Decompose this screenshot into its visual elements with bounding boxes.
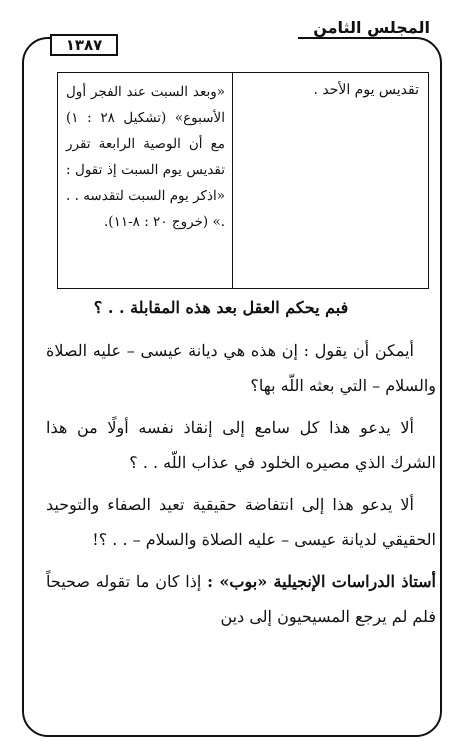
paragraph: ألا يدعو هذا إلى انتفاضة حقيقية تعيد الصفاء والتوحيد الحقيقي لديانة عيسى – عليه الصلاة والسلام – . . ؟! (46, 495, 436, 549)
table-cell-sabbath: «وبعد السبت عند الفجر أول الأسبوع» (تشكيل ٢٨ : ١) مع أن الوصية الرابعة تقرر تقديس يوم السبت إذ تقول : «اذكر يوم السبت لتقدسه . . .» (خروج ٢٠ : ٨-١١). (66, 84, 225, 230)
body-text (46, 290, 436, 634)
chapter-title: المجلس الثامن (307, 18, 436, 37)
comparison-table (57, 72, 429, 289)
scholar-paragraph (46, 564, 436, 634)
table-cell-sunday: تقديس يوم الأحد . (232, 73, 428, 288)
paragraph: أيمكن أن يقول : إن هذه هي ديانة عيسى – عليه الصلاة والسلام – التي بعثه اللّه بها؟ (46, 341, 436, 395)
paragraph: ألا يدعو هذا كل سامع إلى إنقاذ نفسه أولًا من هذا الشرك الذي مصيره الخلود في عذاب اللّه . . ؟ (46, 418, 436, 472)
scholar-label: أستاذ الدراسات الإنجيلية «بوب» : (207, 572, 436, 591)
scholar-text: إذا كان ما تقوله صحيحاً فلم لم يرجع المسيحيون إلى دين (46, 572, 436, 626)
page-number: ١٣٨٧ (50, 34, 118, 56)
header-gap (118, 28, 298, 48)
question-heading: فبم يحكم العقل بعد هذه المقابلة . . ؟ (93, 298, 349, 317)
